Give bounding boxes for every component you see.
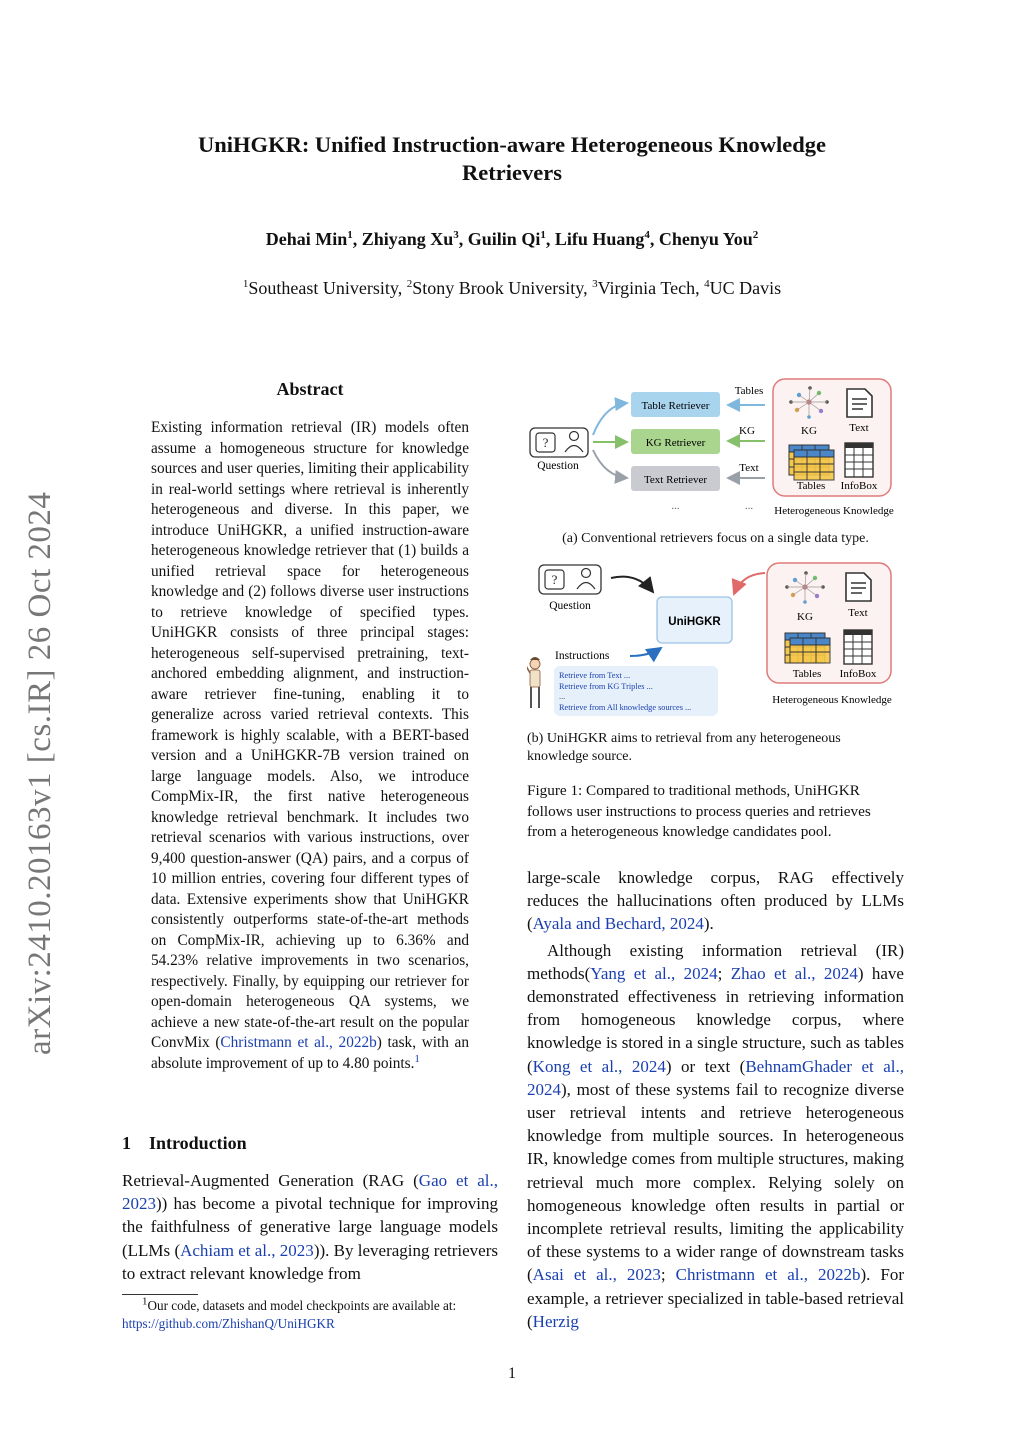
kg-retriever-label: KG Retriever <box>645 437 706 449</box>
author-sup: 1 <box>347 229 353 241</box>
citation-link[interactable]: Kong et al., 2024 <box>532 1056 666 1076</box>
affil-sup: 1 <box>242 278 249 290</box>
heterogeneous-knowledge-box <box>767 563 891 683</box>
figure-1b-caption: (b) UniHGKR aims to retrieval from any heterogeneous knowledge source. <box>527 731 841 764</box>
table-retriever-label: Table Retriever <box>641 400 710 412</box>
instructions-label: Instructions <box>555 650 610 662</box>
tables-icon <box>789 445 834 480</box>
section-title: Introduction <box>149 1133 247 1153</box>
citation-link[interactable]: Gao et al., 2023 <box>122 1171 498 1214</box>
question-label: Question <box>537 460 579 472</box>
body-text: Although existing information retrieval (IR) methods( <box>527 940 904 983</box>
affil-sup: 4 <box>704 278 710 290</box>
body-text: Retrieval-Augmented Generation (RAG ( <box>122 1171 419 1190</box>
instruction-text: Retrieve from Text ... <box>559 671 631 680</box>
instruction-kg: Retrieve from KG Triples ... <box>559 682 653 691</box>
section-number: 1 <box>122 1133 131 1153</box>
question-icon <box>530 428 588 457</box>
citation-link[interactable]: Zhao et al., 2024 <box>730 963 858 983</box>
affil-name: Virginia Tech <box>597 278 696 298</box>
kg-source-label: KG <box>801 425 817 437</box>
author-sup: 2 <box>752 229 759 241</box>
text-source-label: Text <box>848 607 868 619</box>
abstract-text: Existing information retrieval (IR) models often assume a homogeneous structure for knowledge sources and user queries, limiting their applicability in real-world settings where retrieval is inherently heterogeneous and diverse. In this paper, we introduce UniHGKR, a unified instruction-aware heterogeneous knowledge retriever that (1) builds a unified retrieval space for heterogeneous knowledge and (2) follows diverse user instructions to retrieve knowledge of specified types. UniHGKR consists of three principal stages: heterogeneous self-supervised pretraining, text-anchored embedding alignment, and instruction-aware retriever fine-tuning, enabling it to generalize across varied retrieval contexts. This framework is highly scalable, with a BERT-based version and a UniHGKR-7B version trained on large language models. Also, we introduce CompMix-IR, the first native heterogeneous knowledge retrieval benchmark. It includes two retrieval scenarios with various instructions, over 9,400 question-answer (QA) pairs, and a corpus of 10 million entries, covering four different types of data. Extensive experiments show that UniHGKR consistently outperforms state-of-the-art methods on CompMix-IR, achieving up to 6.36% and 54.23% relative improvements in two scenarios, respectively. Finally, by equipping our retriever for open-domain heterogeneous QA systems, we achieve a new state-of-the-art result on the popular ConvMix ( <box>151 419 469 1051</box>
more-retrievers-ellipsis: ... <box>671 500 680 512</box>
paragraph-continuation <box>527 866 904 936</box>
body-text: ), most of these systems fail to recognize diverse user retrieval intents and retrieve heterogeneous knowledge from multiple sources. In heterogeneous IR, knowledge comes from multiple structures, making retrieval much more complex. Relying solely on homogeneous knowledge often results in partial or incomplete retrieval results, limiting the applicability of these systems to a wider range of downstream tasks ( <box>527 1079 904 1285</box>
question-label: Question <box>549 600 591 612</box>
instruction-ellipsis: ... <box>559 692 566 701</box>
page-number: 1 <box>508 1365 516 1382</box>
figure-1b-diagram <box>527 560 907 720</box>
arxiv-identifier: arXiv:2410.20163v1 [cs.IR] 26 Oct 2024 <box>22 491 58 1055</box>
more-arrows-ellipsis: ... <box>744 500 754 512</box>
author-name: Chenyu You <box>658 229 753 249</box>
author-name: Zhiyang Xu <box>361 229 454 249</box>
citation-link[interactable]: BehnamGhader et al., 2024 <box>527 1056 904 1099</box>
author-name: Dehai Min <box>265 229 348 249</box>
infobox-icon <box>844 630 872 664</box>
title-line-2: Retrievers <box>462 160 562 185</box>
github-link[interactable]: https://github.com/ZhishanQ/UniHGKR <box>122 1316 335 1331</box>
figure-1b <box>527 560 907 720</box>
knowledge-to-model-arrow <box>734 573 765 594</box>
text-document-icon <box>846 573 871 601</box>
kg-source-label: KG <box>797 611 813 623</box>
body-text: ). <box>703 914 714 934</box>
affil-name: Southeast University <box>248 278 398 298</box>
paper-title <box>0 131 1024 187</box>
body-text: ; <box>717 963 731 983</box>
user-person-icon <box>527 657 540 708</box>
affil-sup: 2 <box>406 278 413 290</box>
svg-text:?: ? <box>551 572 558 587</box>
instruction-all: Retrieve from All knowledge sources ... <box>559 703 692 712</box>
text-source-label: Text <box>849 422 869 434</box>
affil-sup: 3 <box>592 278 598 290</box>
body-text: )). By leveraging retrievers to extract relevant knowledge from <box>122 1240 498 1283</box>
text-arrow-label: Text <box>739 462 759 474</box>
affil-name: Stony Brook University <box>412 278 584 298</box>
text-document-icon <box>847 389 872 417</box>
footnote-text: Our code, datasets and model checkpoints are available at: <box>147 1298 457 1313</box>
body-text: ) have demonstrated effectiveness in retrieving information from homogeneous knowledge corpus, where knowledge is stored in a single structure, such as tables ( <box>527 963 904 1076</box>
abstract-body <box>151 418 469 1074</box>
intro-paragraph-right <box>527 866 904 1333</box>
figure-1-caption: Figure 1: Compared to traditional methods, UniHGKR follows user instructions to process queries and retrieves from a heterogeneous knowledge candidates pool. <box>527 782 871 840</box>
infobox-source-label: InfoBox <box>840 480 878 492</box>
arrow-to-table-retriever <box>593 403 627 435</box>
infobox-icon <box>845 443 873 477</box>
tables-source-label: Tables <box>792 668 822 680</box>
affiliation-list: $^1$Southeast University, $^2$Stony Brook University, $^3$Virginia Tech, $^4$UC Davis <box>242 278 782 298</box>
affil-name: UC Davis <box>709 278 782 298</box>
citation-link[interactable]: Ayala and Bechard, 2024 <box>532 914 704 934</box>
instructions-to-model-arrow <box>630 648 661 656</box>
figure-1a-diagram <box>527 375 907 525</box>
author-list: Dehai Min$^1$, Zhiyang Xu$^3$, Guilin Qi$^1$, Lifu Huang$^4$, Chenyu You$^2$ <box>265 229 759 249</box>
section-heading <box>122 1133 247 1154</box>
figure-1a <box>527 375 907 525</box>
author-sup: 4 <box>644 229 650 241</box>
figure-1a-caption: (a) Conventional retrievers focus on a single data type. <box>562 531 869 546</box>
intro-paragraph-left <box>122 1169 498 1285</box>
unihgkr-model-label: UniHGKR <box>668 616 721 628</box>
author-sup: 1 <box>540 229 546 241</box>
heterogeneous-knowledge-label: Heterogeneous Knowledge <box>774 505 894 517</box>
author-name: Guilin Qi <box>467 229 541 249</box>
citation-link[interactable]: Christmann et al., 2022b <box>675 1265 861 1285</box>
citation-link[interactable]: Herzig <box>532 1311 579 1331</box>
text-retriever-label: Text Retriever <box>643 474 708 486</box>
citation-link[interactable]: Christmann et al., 2022b <box>220 1034 377 1051</box>
infobox-source-label: InfoBox <box>839 668 877 680</box>
kg-arrow-label: KG <box>739 425 755 437</box>
footnote-mark: 1 <box>142 1295 148 1308</box>
question-to-model-arrow <box>611 577 653 592</box>
tables-icon <box>785 633 830 663</box>
body-text: ). For example, a retriever specialized in table-based retrieval ( <box>527 1265 905 1331</box>
citation-link[interactable]: Asai et al., 2023 <box>532 1265 661 1285</box>
body-text: large-scale knowledge corpus, RAG effectively reduces the hallucinations often produced by LLMs ( <box>527 868 904 934</box>
abstract-text: ) task, with an absolute improvement of up to 4.80 points. <box>151 1034 469 1072</box>
footnote-marker[interactable]: 1 <box>414 1052 420 1065</box>
footnote-rule <box>122 1294 198 1295</box>
tables-arrow-label: Tables <box>734 385 764 397</box>
paragraph-2 <box>527 939 904 1333</box>
body-text: ; <box>660 1265 676 1285</box>
tables-source-label: Tables <box>796 480 826 492</box>
footnote <box>122 1297 502 1333</box>
body-text: ) or text ( <box>665 1056 746 1076</box>
abstract-heading: Abstract <box>276 379 344 399</box>
question-icon <box>539 565 601 594</box>
title-line-1: UniHGKR: Unified Instruction-aware Heterogeneous Knowledge <box>198 132 826 157</box>
arrow-to-text-retriever <box>593 450 627 478</box>
citation-link[interactable]: Achiam et al., 2023 <box>180 1240 314 1260</box>
body-text: )) has become a pivotal technique for improving the faithfulness of generative large language models (LLMs ( <box>122 1194 498 1260</box>
author-name: Lifu Huang <box>554 229 645 249</box>
citation-link[interactable]: Yang et al., 2024 <box>590 963 718 983</box>
author-sup: 3 <box>453 229 459 241</box>
svg-text:?: ? <box>542 435 549 450</box>
heterogeneous-knowledge-label: Heterogeneous Knowledge <box>772 694 892 706</box>
